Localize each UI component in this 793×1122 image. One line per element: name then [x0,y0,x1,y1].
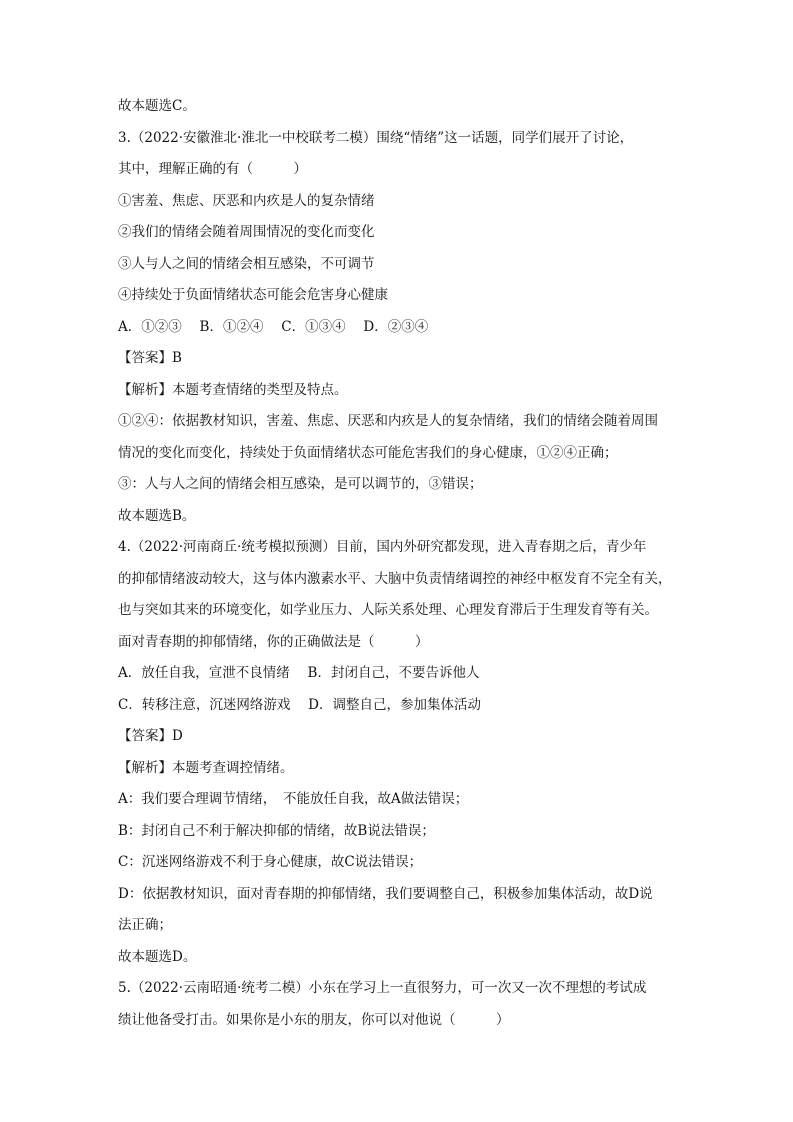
question-4-stem: 4.（2022·河南商丘·统考模拟预测）目前，国内外研究都发现，进入青春期之后，青少年 [118,539,647,555]
question-4-analysis: 【解析】本题考查调控情绪。 [118,759,294,776]
question-4-stem-cont: 面对青春期的抑郁情绪，你的正确做法是（ ） [118,633,429,650]
conclusion-line: 故本题选B。 [118,507,196,524]
statement-2: ②我们的情绪会随着周围情况的变化而变化 [118,224,375,240]
question-3-answer: 【答案】B [118,350,182,366]
question-3-stem-cont: 其中，理解正确的有（ ） [118,161,307,177]
question-4-stem-cont: 也与突如其来的环境变化，如学业压力、人际关系处理、心理发育滞后于生理发育等有关。 [118,602,658,618]
analysis-line: C：沉迷网络游戏不利于身心健康，故C说法错误； [118,854,423,870]
question-4-options-cd: C．转移注意，沉迷网络游戏 D．调整自己，参加集体活动 [118,696,481,713]
analysis-line: 情况的变化而变化，持续处于负面情绪状态可能危害我们的身心健康，①②④正确； [118,444,618,461]
statement-4: ④持续处于负面情绪状态可能会危害身心健康 [118,287,388,303]
statement-3: ③人与人之间的情绪会相互感染，不可调节 [118,255,375,272]
analysis-line: A：我们要合理调节情绪， 不能放任自我，故A做法错误； [118,791,469,807]
question-4-options-ab: A．放任自我，宣泄不良情绪 B．封闭自己，不要告诉他人 [118,665,480,681]
analysis-line: 法正确； [118,917,172,933]
question-3-analysis: 【解析】本题考查情绪的类型及特点。 [118,381,348,398]
analysis-line: D：依据教材知识，面对青春期的抑郁情绪，我们要调整自己，积极参加集体活动，故D说 [118,885,653,902]
question-3-options: A．①②③ B．①②④ C．①③④ D．②③④ [118,318,429,335]
analysis-line: ③：人与人之间的情绪会相互感染，是可以调节的，③错误； [118,476,483,492]
question-4-stem-cont: 的抑郁情绪波动较大，这与体内激素水平、大脑中负责情绪调控的神经中枢发育不完全有关， [118,570,672,587]
conclusion-line: 故本题选D。 [118,948,197,965]
question-5-stem: 5.（2022·云南昭通·统考二模）小东在学习上一直很努力，可一次又一次不理想的考试成 [118,980,647,996]
statement-1: ①害羞、焦虑、厌恶和内疚是人的复杂情绪 [118,192,375,209]
text-line: 故本题选C。 [118,98,196,114]
question-4-answer: 【答案】D [118,728,183,744]
analysis-line: B：封闭自己不利于解决抑郁的情绪，故B说法错误； [118,822,435,839]
question-3-stem: 3.（2022·安徽淮北·淮北一中校联考二模）围绕“情绪”这一话题，同学们展开了讨论， [118,129,634,146]
question-5-stem-cont: 绩让他备受打击。如果你是小东的朋友，你可以对他说（ ） [118,1011,510,1028]
document-page [118,96,678,1041]
analysis-line: ①②④：依据教材知识，害羞、焦虑、厌恶和内疚是人的复杂情绪，我们的情绪会随着周围 [118,413,658,429]
